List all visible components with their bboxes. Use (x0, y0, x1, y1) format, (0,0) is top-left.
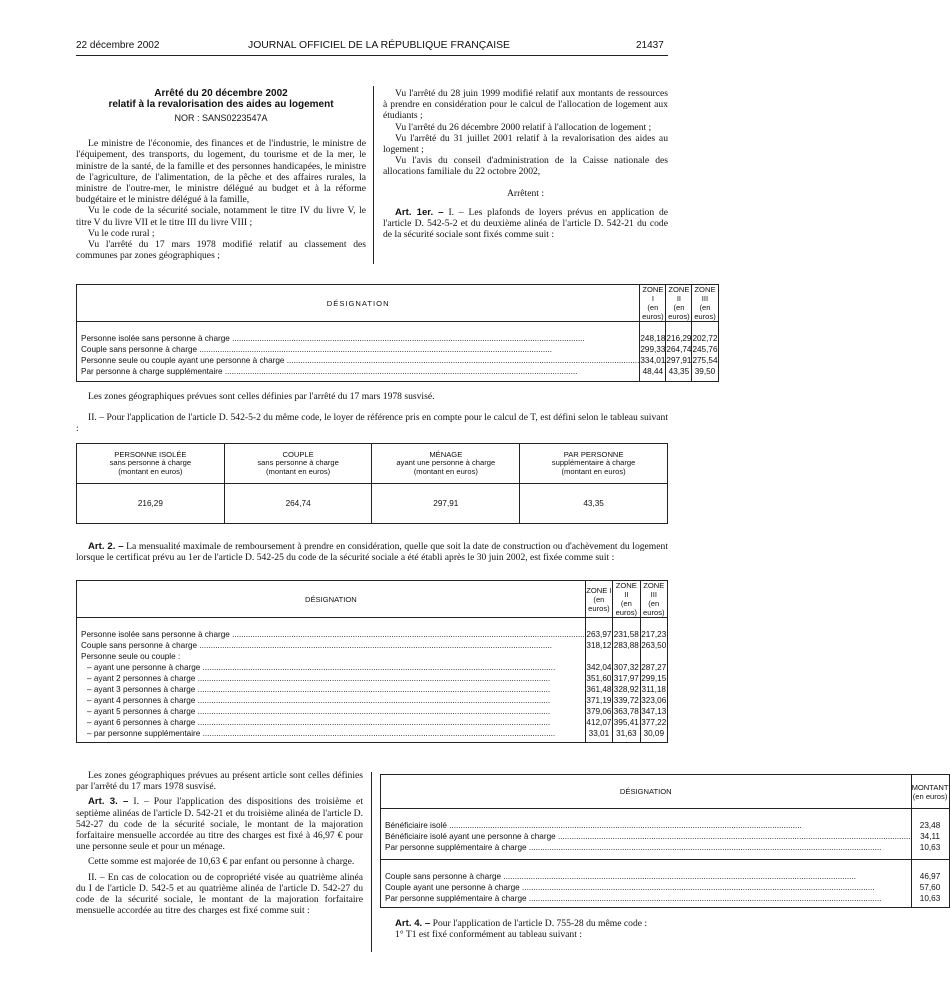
table-value: 263,97 (586, 630, 612, 639)
repayment-table (76, 580, 668, 743)
table-row-label: – ayant 6 personnes à charge ..... (81, 717, 585, 728)
col-header: MÉNAGE ayant une personne à charge (montant en euros) (372, 444, 520, 484)
zone1-cell (585, 618, 612, 743)
table-value: 361,48 (586, 685, 612, 694)
table-value: 46,97 (919, 872, 941, 881)
table-value: 297,91 (372, 484, 520, 524)
table-value: 412,07 (586, 718, 612, 727)
table-row-label: Bénéficiaire isolé ..... (385, 820, 911, 831)
label-cell (381, 809, 912, 860)
article-label: Art. 3. – (88, 796, 129, 808)
paragraph: Cette somme est majorée de 10,63 € par enfant ou personne à charge. (88, 856, 355, 868)
right-intro (383, 88, 668, 240)
amount-cell (911, 809, 949, 860)
table-value: 264,74 (666, 345, 692, 354)
page-number: 21437 (636, 40, 664, 51)
paragraph: Vu l'arrêté du 26 décembre 2000 relatif à l'allocation de logement ; (395, 121, 652, 133)
zone3-cell (692, 322, 718, 382)
table-value (613, 651, 639, 662)
table-value: 317,97 (613, 674, 639, 683)
article-text: La mensualité maximale de remboursement à prendre en considération, quelle que soit la date de construction ou d'achèvement du logement lorsque le certificat prévu au 1er de l'article D. 542-25 du code de la sécurité sociale a été établi après le 30 juin 2002, est fixée comme suit : (76, 541, 668, 564)
table-value: 371,19 (586, 696, 612, 705)
table-value: 363,78 (613, 707, 639, 716)
table-value: 217,23 (641, 630, 667, 639)
decree-title: Arrêté du 20 décembre 2002 (154, 88, 288, 99)
table-value: 31,63 (616, 729, 637, 738)
table-value: 216,29 (666, 334, 692, 343)
left-intro (76, 88, 366, 261)
col-header: ZONE II (en euros) (666, 285, 692, 322)
journal-title: JOURNAL OFFICIEL DE LA RÉPUBLIQUE FRANÇAISE (248, 40, 510, 51)
table-value (641, 651, 667, 662)
table-row-label: – ayant une personne à charge ..... (81, 662, 585, 673)
column-divider (371, 772, 372, 952)
table-value: 297,91 (666, 356, 692, 365)
paragraph: 1° T1 est fixé conformément au tableau suivant : (395, 929, 582, 941)
table-value: 311,18 (641, 685, 666, 694)
reference-rent-table (76, 443, 668, 524)
table-row-label: Couple ayant une personne à charge ..... (385, 882, 911, 893)
rent-ceiling-table (76, 284, 719, 382)
table-row-label: Par personne à charge supplémentaire ..... (81, 366, 639, 377)
lower-right (383, 918, 668, 940)
flat-charges-table (380, 774, 950, 908)
table-value (586, 651, 612, 662)
table-row-label: Couple sans personne à charge ..... (81, 344, 639, 355)
table-row-label: Couple sans personne à charge ..... (385, 871, 911, 882)
table-value: 307,32 (613, 663, 639, 672)
table-value: 395,41 (613, 718, 639, 727)
table-value: 30,09 (643, 729, 665, 738)
header-date: 22 décembre 2002 (76, 40, 160, 51)
article-text: I. – Pour l'application des dispositions des troisième et septième alinéas de l'article D. 542-21 et du troisième alinéa de l'article D. 542-27 du code de la sécurité sociale, le montant de la majoration forfaitaire mensuelle accordée au titre des charges est fixé à 46,97 € pour une personne seule et pour un ménage. (76, 796, 363, 853)
paragraph: Vu l'arrêté du 17 mars 1978 modifié relatif au classement des communes par zones géographiques ; (76, 239, 366, 262)
table-value: 299,15 (641, 674, 667, 683)
table-value: 377,22 (641, 718, 667, 727)
table-value: 275,54 (692, 356, 718, 365)
decree-subtitle: relatif à la revalorisation des aides au logement (108, 99, 334, 110)
table-value: 57,60 (919, 883, 941, 892)
paragraph: Vu l'arrêté du 31 juillet 2001 relatif à la revalorisation des aides au logement ; (383, 132, 668, 156)
zone3-cell (640, 618, 667, 743)
table-value: 328,92 (613, 685, 639, 694)
zone2-cell (666, 322, 692, 382)
table-value: 342,04 (586, 663, 612, 672)
table-value: 39,50 (694, 367, 716, 376)
article-label: Art. 4. – (395, 918, 431, 929)
article-text: I. – Les plafonds de loyers prévus en application de l'article D. 542-5-2 et du deuxième alinéa de l'article D. 542-21 du code de la sécurité sociale sont fixés comme suit : (383, 206, 668, 241)
table-row-label: Personne seule ou couple ayant une personne à charge ..... (81, 355, 639, 366)
col-header: ZONE III (en euros) (692, 285, 718, 322)
article-text: Pour l'application de l'article D. 755-28 du même code : (432, 918, 648, 929)
table-row-label: – ayant 2 personnes à charge ..... (81, 673, 585, 684)
table-row-label: Par personne supplémentaire à charge ..... (385, 893, 911, 904)
table-value: 48,44 (642, 367, 664, 376)
column-divider (373, 86, 374, 264)
table-value: 231,58 (613, 630, 639, 639)
col-header: DÉSIGNATION (77, 285, 640, 322)
paragraph: Vu le code rural ; (88, 227, 155, 239)
table-row-label: Personne seule ou couple : (81, 652, 181, 661)
table-value: 216,29 (137, 499, 163, 508)
table-value: 33,01 (588, 729, 610, 738)
table-row-label: – ayant 3 personnes à charge ..... (81, 684, 585, 695)
zone1-cell (640, 322, 666, 382)
table-value: 334,01 (640, 356, 666, 365)
col-header: MONTANT (en euros) (911, 775, 949, 809)
table-value: 263,50 (641, 641, 667, 650)
table-row-label: Par personne supplémentaire à charge ..... (385, 842, 911, 853)
header-rule (76, 55, 668, 56)
table-value: 202,72 (692, 334, 718, 343)
label-cell (381, 860, 912, 908)
table-value: 264,74 (224, 484, 372, 524)
mid-text (76, 391, 668, 435)
amount-cell (911, 860, 949, 908)
article-2 (76, 541, 668, 563)
table-value: 34,11 (920, 832, 940, 841)
col-header: PERSONNE ISOLÉE sans personne à charge (montant en euros) (77, 444, 225, 484)
paragraph: Vu l'arrêté du 28 juin 1999 modifié relatif aux montants de ressources à prendre en considération pour le calcul de l'allocation de logement aux étudiants ; (383, 88, 668, 122)
table-value: 351,60 (586, 674, 612, 683)
col-header: DÉSIGNATION (77, 581, 586, 618)
table-row-label: Personne isolée sans personne à charge ..... (81, 629, 585, 640)
table-value: 283,88 (613, 641, 639, 650)
table-value: 323,06 (641, 696, 667, 705)
col-header: ZONE II (en euros) (613, 581, 640, 618)
nor-reference: NOR : SANS0223547A (174, 113, 268, 123)
table-value: 248,18 (640, 334, 666, 343)
col-header: COUPLE sans personne à charge (montant en euros) (224, 444, 372, 484)
paragraph: Vu le code de la sécurité sociale, notamment le titre IV du livre V, le titre V du livre VII et le titre III du livre VIII ; (76, 205, 366, 228)
table-row-label: Bénéficiaire isolé ayant une personne à charge ..... (385, 831, 911, 842)
table-value: 347,13 (641, 707, 667, 716)
table-value: 299,33 (640, 345, 666, 354)
table-value: 245,76 (692, 345, 718, 354)
zone2-cell (613, 618, 640, 743)
arretent: Arrêtent : (506, 187, 545, 199)
col-header: ZONE III (en euros) (640, 581, 667, 618)
table-value: 10,63 (919, 843, 941, 852)
paragraph: Le ministre de l'économie, des finances et de l'industrie, le ministre de l'équipement, des transports, du logement, du tourisme et de la mer, le ministre de la santé, de la famille et des personnes handicapées, le ministre de l'agriculture, de l'alimentation, de la pêche et des affaires rurales, la ministre de l'outre-mer, le ministre délégué au budget et à la réforme budgétaire et le ministre délégué à la famille, (76, 138, 366, 206)
table-value: 318,12 (586, 641, 612, 650)
table-value: 287,27 (641, 663, 667, 672)
col-header: PAR PERSONNE supplémentaire à charge (montant en euros) (520, 444, 668, 484)
lower-left (76, 770, 363, 916)
col-header: ZONE I (en euros) (585, 581, 612, 618)
label-cell (77, 322, 640, 382)
table-row-label: Personne isolée sans personne à charge ..... (81, 333, 639, 344)
label-cell (77, 618, 586, 743)
table-value: 379,06 (586, 707, 612, 716)
paragraph: Les zones géographiques prévues sont celles définies par l'arrêté du 17 mars 1978 susvisé. (88, 391, 435, 402)
col-header: ZONE I (en euros) (640, 285, 666, 322)
paragraph: Les zones géographiques prévues au présent article sont celles définies par l'arrêté du 17 mars 1978 susvisé. (76, 770, 363, 793)
table-value: 43,35 (520, 484, 668, 524)
table-row-label: – ayant 5 personnes à charge ..... (81, 706, 585, 717)
paragraph: II. – En cas de colocation ou de copropriété visée au quatrième alinéa du I de l'article D. 542-5 et au quatrième alinéa de l'article D. 542-27 du code de la sécurité sociale, le montant de la majoration forfaitaire mensuelle accordée au titre des charges est fixé comme suit : (76, 871, 363, 917)
col-header: DÉSIGNATION (381, 775, 912, 809)
paragraph: II. – Pour l'application de l'article D. 542-5-2 du même code, le loyer de référence pris en compte pour le calcul de T, est défini selon le tableau suivant : (76, 412, 668, 435)
table-row-label: – par personne supplémentaire ..... (81, 728, 585, 739)
table-value: 43,35 (668, 367, 690, 376)
table-value: 10,63 (919, 894, 941, 903)
article-label: Art. 2. – (88, 541, 124, 552)
article-label: Art. 1er. – (395, 206, 444, 218)
paragraph: Vu l'avis du conseil d'administration de la Caisse nationale des allocations familiale du 22 octobre 2002, (383, 155, 668, 178)
table-row-label: Couple sans personne à charge ..... (81, 640, 585, 651)
table-value: 23,48 (919, 821, 941, 830)
table-value: 339,72 (613, 696, 639, 705)
table-row-label: – ayant 4 personnes à charge ..... (81, 695, 585, 706)
